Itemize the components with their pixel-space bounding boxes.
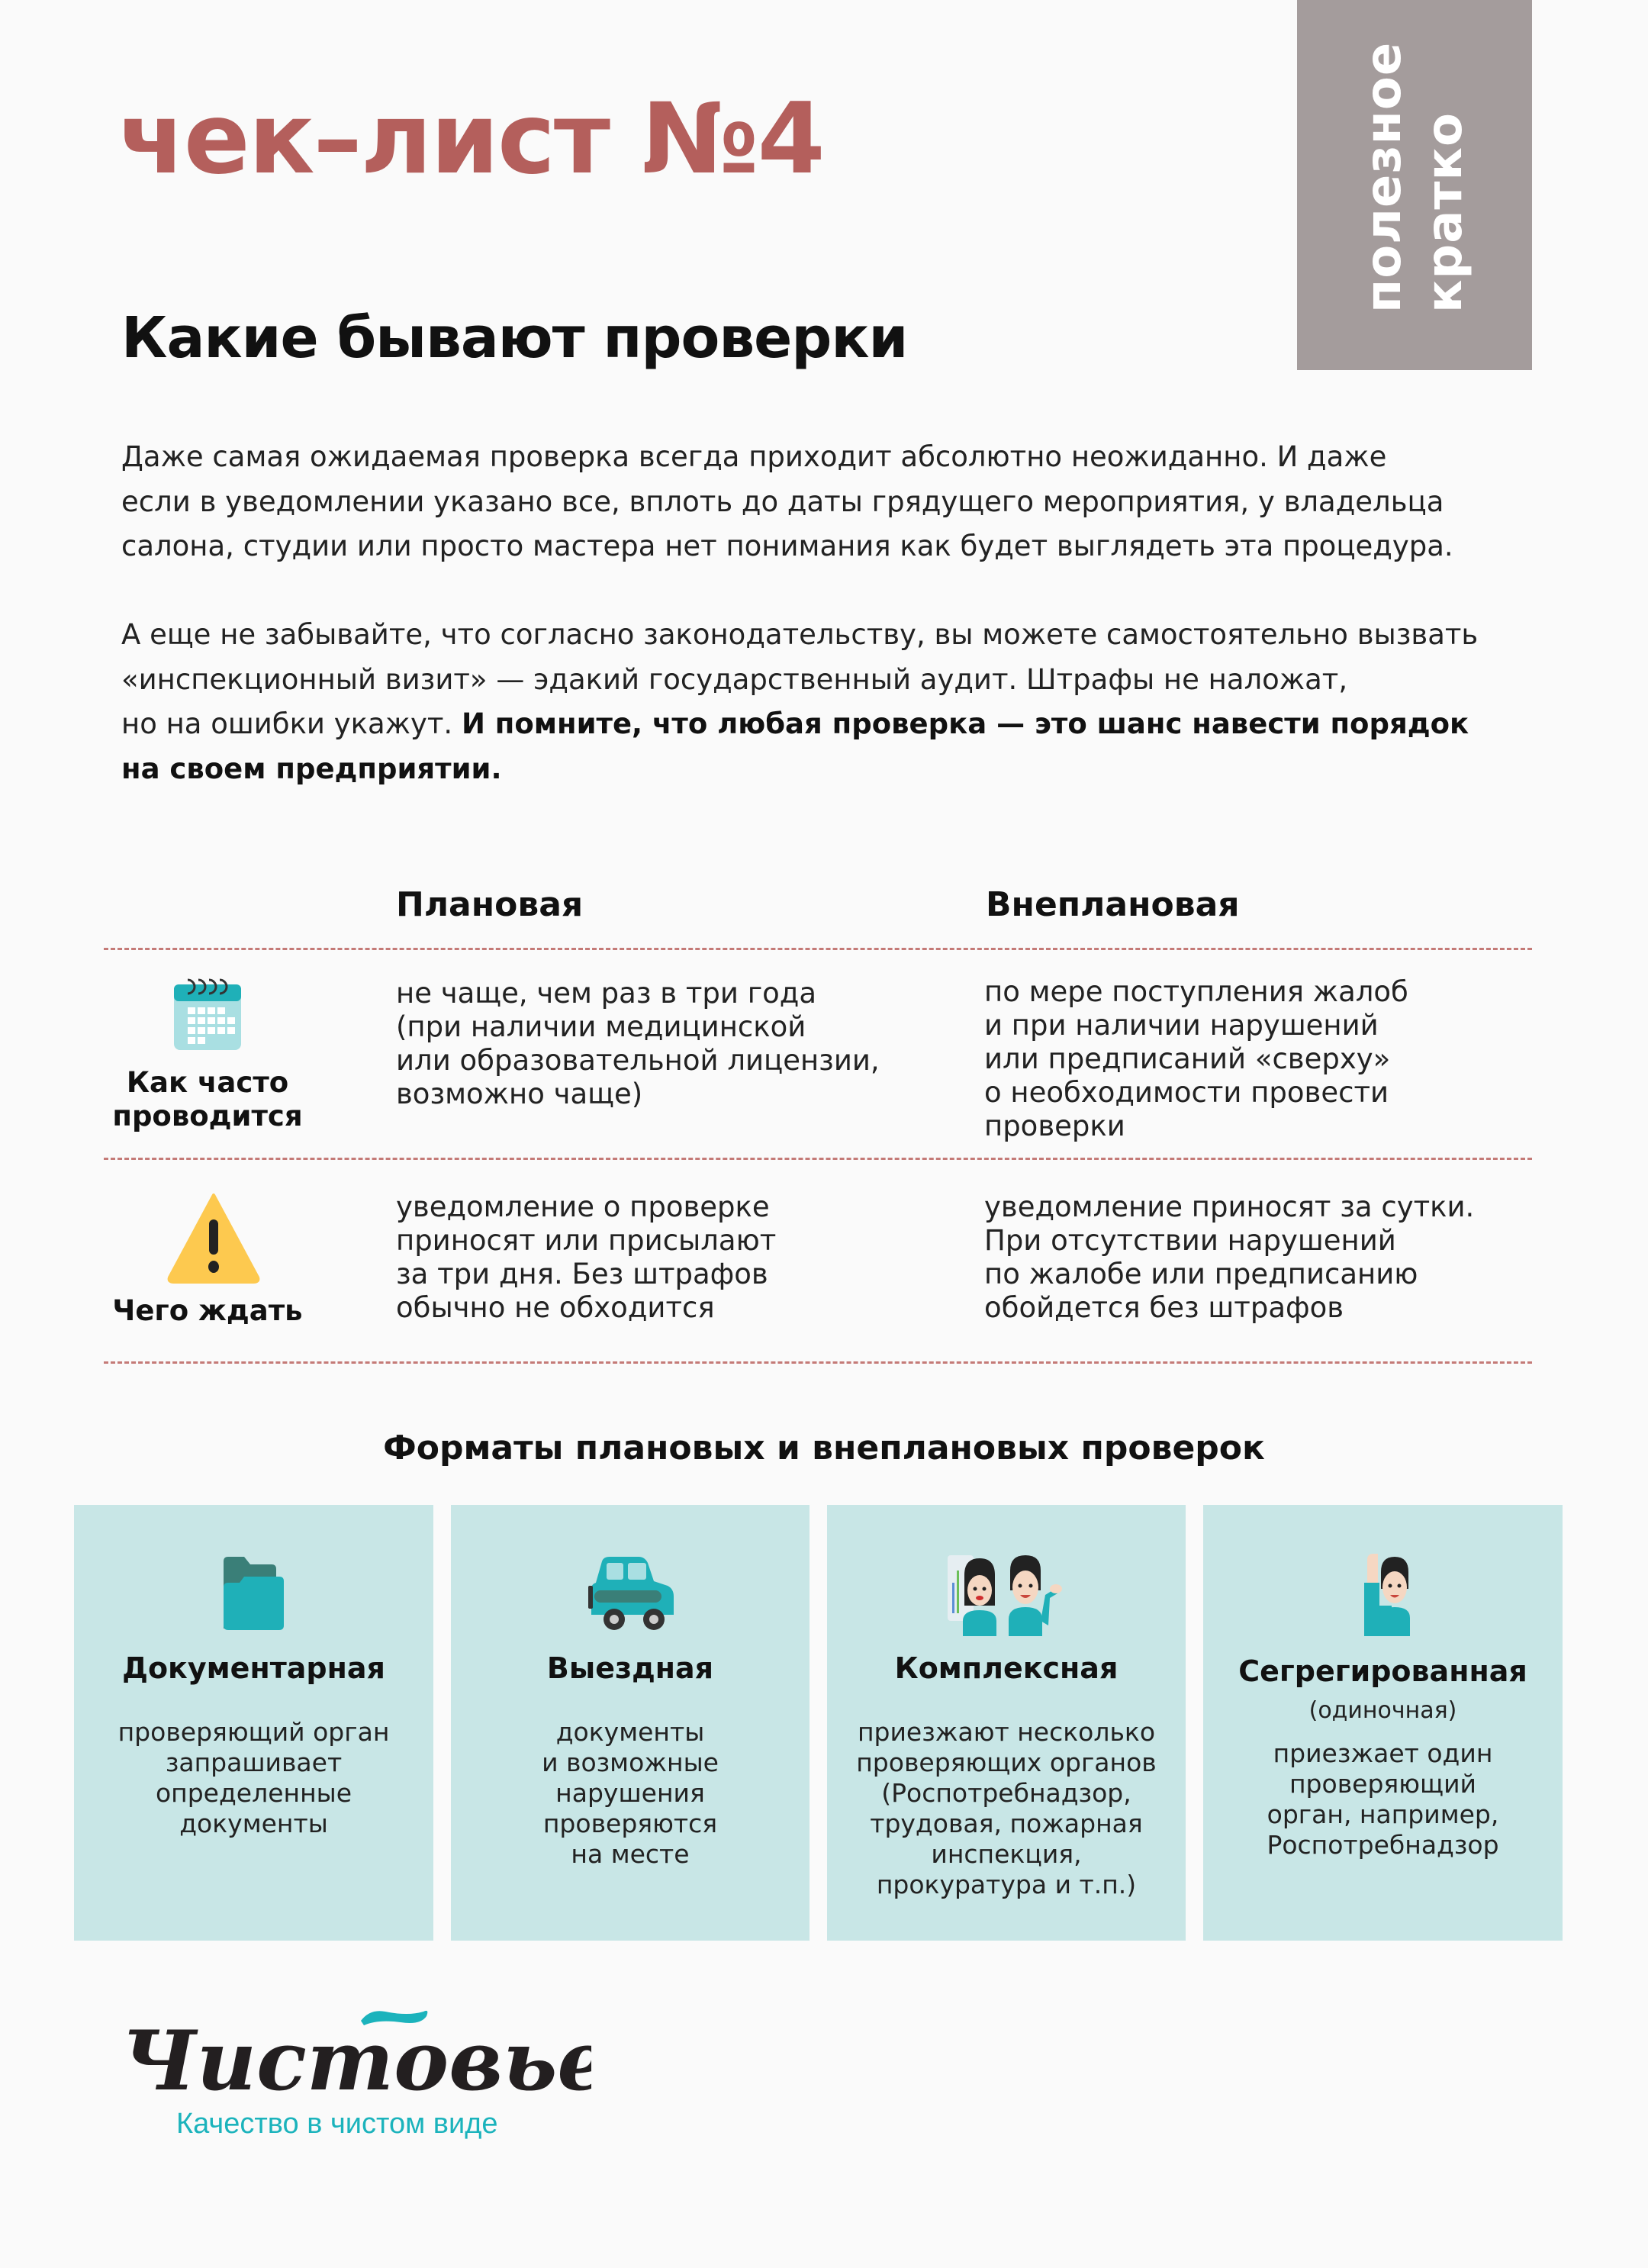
card-title: Выездная bbox=[546, 1651, 714, 1685]
folder-icon bbox=[189, 1552, 319, 1636]
cell-planned-frequency bbox=[396, 977, 880, 1111]
cell-line: и при наличии нарушений bbox=[984, 1009, 1379, 1042]
card-title: Документарная bbox=[122, 1651, 385, 1685]
page-heading: Какие бывают проверки bbox=[121, 305, 908, 371]
divider bbox=[104, 1158, 1532, 1160]
card-description bbox=[842, 1717, 1170, 1900]
column-header-unplanned: Внеплановая bbox=[986, 885, 1240, 924]
brand-tagline: Качество в чистом виде bbox=[176, 2108, 498, 2140]
card-line: запрашивает bbox=[165, 1748, 343, 1777]
cell-unplanned-frequency bbox=[984, 975, 1408, 1143]
intro-paragraph-1 bbox=[121, 435, 1525, 569]
card-line: проверяющих органов bbox=[856, 1748, 1157, 1777]
cell-line: по жалобе или предписанию bbox=[984, 1258, 1418, 1290]
intro-paragraph-2 bbox=[121, 613, 1525, 791]
row-label-line: Чего ждать bbox=[112, 1294, 303, 1327]
calendar-icon bbox=[172, 977, 243, 1050]
text-line bbox=[121, 747, 1525, 792]
cell-line: уведомление о проверке bbox=[396, 1190, 770, 1223]
row-label-line: Как часто bbox=[126, 1066, 289, 1099]
format-card-complex bbox=[827, 1505, 1186, 1941]
card-line: прокуратура и т.п.) bbox=[876, 1870, 1137, 1899]
cell-line: не чаще, чем раз в три года bbox=[396, 977, 817, 1010]
card-description bbox=[1218, 1738, 1547, 1860]
format-card-segregated bbox=[1203, 1505, 1563, 1941]
text-emphasis: И помните, что любая проверка — это шанс навести порядок bbox=[461, 707, 1469, 740]
card-line: документы bbox=[555, 1717, 705, 1747]
card-line: приезжают несколько bbox=[857, 1717, 1156, 1747]
card-description bbox=[89, 1717, 418, 1839]
cell-planned-expect bbox=[396, 1190, 776, 1325]
card-line: и возможные bbox=[542, 1748, 719, 1777]
card-line: инспекция, bbox=[931, 1839, 1082, 1869]
cell-line: приносят или присылают bbox=[396, 1224, 777, 1257]
inspector-icon bbox=[1318, 1552, 1448, 1636]
cell-line: проверки bbox=[984, 1110, 1125, 1142]
card-line: проверяются bbox=[542, 1809, 718, 1838]
format-card-documentary bbox=[74, 1505, 433, 1941]
side-label-box bbox=[1297, 0, 1532, 370]
card-title: Комплексная bbox=[894, 1651, 1119, 1685]
cell-line: за три дня. Без штрафов bbox=[396, 1258, 768, 1290]
format-card-onsite bbox=[451, 1505, 810, 1941]
cell-line: о необходимости провести bbox=[984, 1076, 1389, 1109]
car-icon bbox=[565, 1552, 695, 1636]
logo-text: Чистовье bbox=[121, 2013, 591, 2106]
cell-line: или предписаний «сверху» bbox=[984, 1042, 1391, 1075]
cell-unplanned-expect bbox=[984, 1190, 1474, 1325]
text-regular: но на ошибки укажут. bbox=[121, 707, 462, 740]
card-title: Сегрегированная bbox=[1238, 1654, 1527, 1688]
card-line: трудовая, пожарная bbox=[870, 1809, 1143, 1838]
text-line: если в уведомлении указано все, вплоть до даты грядущего мероприятия, у владельца bbox=[121, 485, 1444, 518]
cell-line: обойдется без штрафов bbox=[984, 1291, 1344, 1324]
divider bbox=[104, 948, 1532, 950]
checklist-title: чек–лист №4 bbox=[118, 82, 824, 196]
formats-heading: Форматы плановых и внеплановых проверок bbox=[383, 1429, 1265, 1467]
cell-line: возможно чаще) bbox=[396, 1078, 643, 1110]
card-description bbox=[466, 1717, 794, 1870]
text-line: Даже самая ожидаемая проверка всегда приходит абсолютно неожиданно. И даже bbox=[121, 440, 1387, 473]
cell-line: (при наличии медицинской bbox=[396, 1010, 806, 1043]
divider bbox=[104, 1361, 1532, 1364]
card-line: приезжает один bbox=[1273, 1738, 1493, 1768]
text-line: А еще не забывайте, что согласно законодательству, вы можете самостоятельно вызвать bbox=[121, 618, 1479, 651]
card-line: орган, например, bbox=[1267, 1799, 1499, 1829]
text-line: «инспекционный визит» — эдакий государственный аудит. Штрафы не наложат, bbox=[121, 662, 1348, 696]
card-line: на месте bbox=[571, 1839, 690, 1869]
text-emphasis: на своем предприятии. bbox=[121, 752, 502, 785]
side-label-line1: полезное bbox=[1356, 41, 1412, 313]
brand-logo bbox=[118, 1999, 591, 2106]
column-header-planned: Плановая bbox=[396, 885, 584, 924]
text-line bbox=[121, 702, 1525, 747]
row-label-line: проводится bbox=[112, 1100, 303, 1132]
cell-line: обычно не обходится bbox=[396, 1291, 715, 1324]
warning-icon bbox=[166, 1190, 261, 1284]
cell-line: При отсутствии нарушений bbox=[984, 1224, 1396, 1257]
side-label-line2: кратко bbox=[1417, 112, 1473, 313]
card-line: документы bbox=[179, 1809, 328, 1838]
card-line: проверяющий орган bbox=[117, 1717, 390, 1747]
card-line: проверяющий bbox=[1289, 1769, 1477, 1799]
card-subtitle: (одиночная) bbox=[1308, 1697, 1457, 1724]
card-line: (Роспотребнадзор, bbox=[881, 1778, 1131, 1808]
card-line: нарушения bbox=[555, 1778, 705, 1808]
card-line: Роспотребнадзор bbox=[1267, 1830, 1499, 1860]
cell-line: уведомление приносят за сутки. bbox=[984, 1190, 1475, 1223]
inspectors-icon bbox=[941, 1552, 1071, 1636]
row-label-expect bbox=[97, 1294, 318, 1328]
text-line: салона, студии или просто мастера нет понимания как будет выглядеть эта процедура. bbox=[121, 530, 1453, 562]
card-line: определенные bbox=[155, 1778, 352, 1808]
cell-line: по мере поступления жалоб bbox=[984, 975, 1408, 1008]
row-label-frequency bbox=[97, 1066, 318, 1133]
cell-line: или образовательной лицензии, bbox=[396, 1044, 880, 1077]
